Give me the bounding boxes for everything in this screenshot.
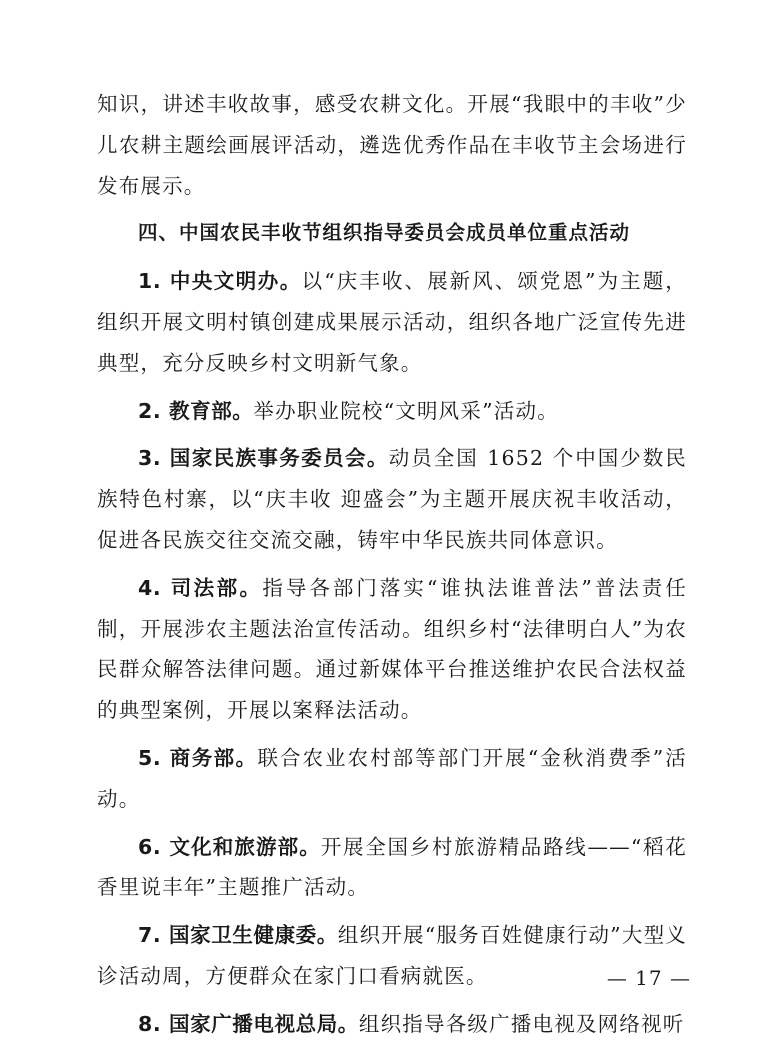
item-title: 2. 教育部。 [138,398,254,423]
list-item [97,568,687,731]
item-text: 联合农业农村部等部门开展“金秋消费季”活动。 [97,745,687,811]
list-item [97,438,687,560]
item-text: 以“庆丰收、展新风、颂党恩”为主题，组织开展文明村镇创建成果展示活动，组织各地广泛宣传先进典型，充分反映乡村文明新气象。 [97,269,687,375]
list-item [97,391,687,432]
item-title: 1. 中央文明办。 [138,269,302,294]
list-item [97,915,687,997]
list-item [97,738,687,820]
item-title: 5. 商务部。 [138,745,258,770]
item-title: 6. 文化和旅游部。 [138,834,321,859]
page-number: — 17 — [606,966,691,990]
item-title: 4. 司法部。 [138,575,263,600]
list-item [97,827,687,909]
item-text: 举办职业院校“文明风采”活动。 [253,398,559,423]
item-title: 8. 国家广播电视总局。 [138,1011,359,1036]
item-title: 3. 国家民族事务委员会。 [138,446,389,471]
item-title: 7. 国家卫生健康委。 [138,923,338,948]
item-text: 开展全国乡村旅游精品路线——“稻花香里说丰年”主题推广活动。 [97,834,687,900]
item-text: 组织指导各级广播电视及网络视听 [358,1011,685,1036]
intro-paragraph: 知识，讲述丰收故事，感受农耕文化。开展“我眼中的丰收”少儿农耕主题绘画展评活动，遴选优秀作品在丰收节主会场进行发布展示。 [97,92,687,198]
item-text: 动员全国 1652 个中国少数民族特色村寨，以“庆丰收 迎盛会”为主题开展庆祝丰收活动，促进各民族交往交流交融，铸牢中华民族共同体意识。 [97,446,687,552]
item-text: 组织开展“服务百姓健康行动”大型义诊活动周，方便群众在家门口看病就医。 [97,923,687,988]
list-item [97,1004,687,1045]
section-heading: 四、中国农民丰收节组织指导委员会成员单位重点活动 [138,221,631,245]
item-text: 指导各部门落实“谁执法谁普法”普法责任制，开展涉农主题法治宣传活动。组织乡村“法律明白人”为农民群众解答法律问题。通过新媒体平台推送维护农民合法权益的典型案例，开展以案释法活动。 [97,575,688,723]
document-body [97,84,687,1052]
list-item [97,261,687,383]
